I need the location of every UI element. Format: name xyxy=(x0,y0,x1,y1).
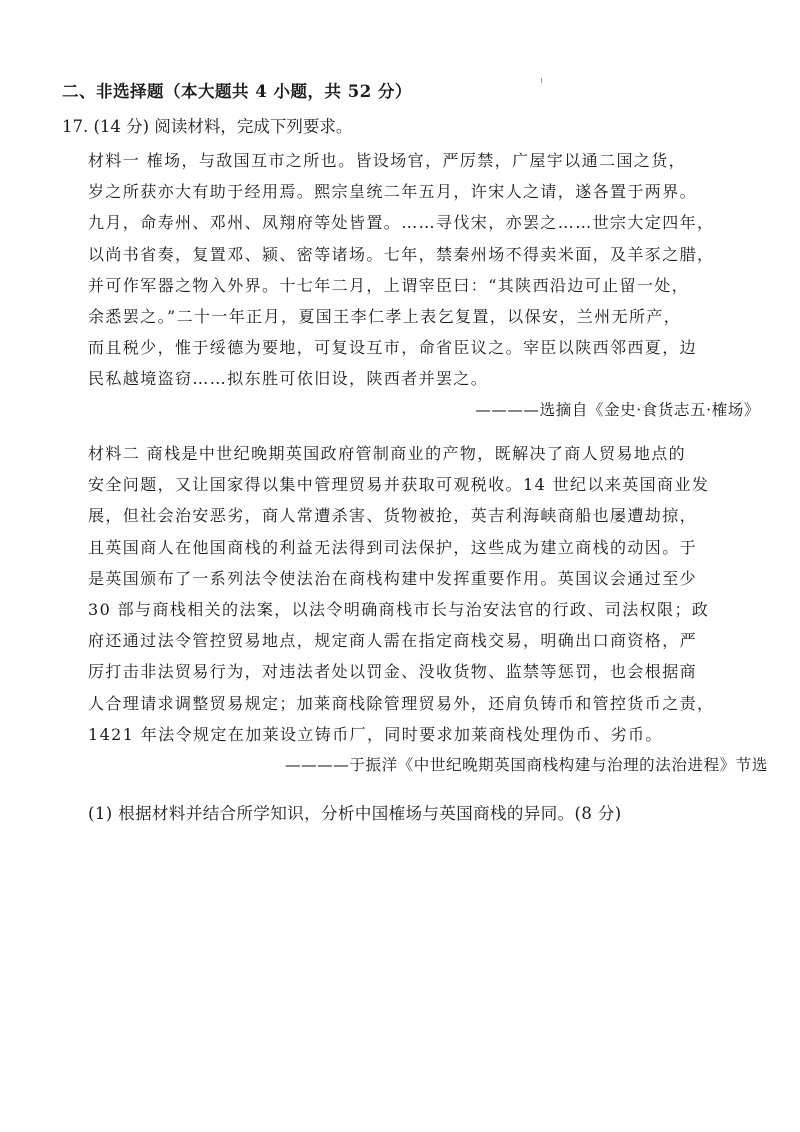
sub-question-1: (1) 根据材料并结合所学知识，分析中国榷场与英国商栈的异同。(8 分) xyxy=(88,804,622,823)
material-two-line: 人合理请求调整贸易规定；加莱商栈除管理贸易外，还肩负铸币和管控货币之责， xyxy=(88,693,715,713)
material-one-line: 民私越境盗窃……拟东胜可依旧设，陕西者并罢之。 xyxy=(88,369,489,389)
material-one xyxy=(88,145,768,426)
material-two xyxy=(88,438,768,781)
material-one-line: 岁之所获亦大有助于经用焉。熙宗皇统二年五月，许宋人之请，遂各置于两界。 xyxy=(88,182,698,202)
section-heading: 二、非选择题（本大题共 4 小题，共 52 分） xyxy=(62,82,412,101)
material-two-line: 厉打击非法贸易行为，对违法者处以罚金、没收货物、监禁等惩罚，也会根据商 xyxy=(88,662,698,682)
material-two-line: 且英国商人在他国商栈的利益无法得到司法保护，这些成为建立商栈的动因。于 xyxy=(88,537,698,557)
material-two-line: 安全问题，又让国家得以集中管理贸易并获取可观税收。14 世纪以来英国商业发 xyxy=(88,475,710,495)
scan-mark xyxy=(541,78,542,83)
material-one-line: 并可作军器之物入外界。十七年二月，上谓宰臣曰：“其陕西沿边可止留一处， xyxy=(88,275,690,295)
material-two-line: 是英国颁布了一系列法令使法治在商栈构建中发挥重要作用。英国议会通过至少 xyxy=(88,568,698,588)
material-two-line: 1421 年法令规定在加莱设立铸币厂，同时要求加莱商栈处理伪币、劣币。 xyxy=(88,724,663,744)
material-two-line: 30 部与商栈相关的法案，以法令明确商栈市长与治安法官的行政、司法权限；政 xyxy=(88,599,710,619)
material-two-line: 材料二 商栈是中世纪晚期英国政府管制商业的产物，既解决了商人贸易地点的 xyxy=(88,444,687,463)
material-two-source: ————于振洋《中世纪晚期英国商栈构建与治理的法治进程》节选 xyxy=(284,755,768,774)
material-one-line: 材料一 榷场，与敌国互市之所也。皆设场官，严厉禁，广屋宇以通二国之货， xyxy=(88,151,687,170)
material-two-line: 展，但社会治安恶劣，商人常遭杀害、货物被抢，英吉利海峡商船也屡遭劫掠， xyxy=(88,506,698,526)
material-one-line: 九月，命寿州、邓州、凤翔府等处皆置。……寻伐宋，亦罢之……世宗大定四年， xyxy=(88,213,715,233)
material-two-line: 府还通过法令管控贸易地点，规定商人需在指定商栈交易，明确出口商资格，严 xyxy=(88,631,698,651)
material-one-line: 而且税少，惟于绥德为要地，可复设互市，命省臣议之。宰臣以陕西邻西夏，边 xyxy=(88,338,698,358)
material-one-line: 以尚书省奏，复置邓、颍、密等诸场。七年，禁秦州场不得卖米面，及羊豕之腊， xyxy=(88,244,715,264)
question-stem: 17. (14 分) 阅读材料，完成下列要求。 xyxy=(62,117,353,136)
material-one-source: ————选摘自《金史·食货志五·榷场》 xyxy=(475,400,760,419)
material-one-line: 余悉罢之。”二十一年正月，夏国王李仁孝上表乞复置，以保安，兰州无所产， xyxy=(88,306,682,326)
